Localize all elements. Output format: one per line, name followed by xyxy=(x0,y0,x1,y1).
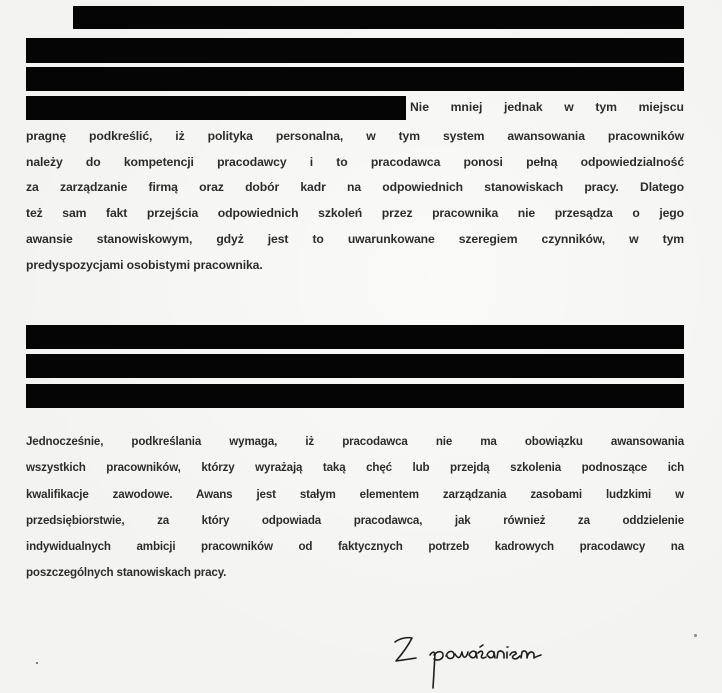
redaction-bar xyxy=(26,67,684,91)
redaction-bar xyxy=(26,325,684,349)
paragraph-1-first-line: Nie mniej jednak w tym miejscu xyxy=(410,100,684,114)
paragraph-1-line: pragnę podkreślić, iż polityka personalna, w tym system awansowania pracowników xyxy=(26,129,684,143)
paragraph-1-line: należy do kompetencji pracodawcy i to pracodawca ponosi pełną odpowiedzialność xyxy=(26,155,684,169)
redaction-bar xyxy=(26,38,684,63)
paragraph-1-line: predyspozycjami osobistymi pracownika. xyxy=(26,258,263,272)
paragraph-2-line: poszczególnych stanowiskach pracy. xyxy=(26,566,227,579)
redaction-bar xyxy=(26,384,684,408)
paragraph-2-line: kwalifikacje zawodowe. Awans jest stałym elementem zarządzania zasobami ludzkimi w xyxy=(26,488,684,501)
paragraph-2-line: indywidualnych ambicji pracowników od faktycznych potrzeb kadrowych pracodawcy na xyxy=(26,540,684,553)
paragraph-1-line: też sam fakt przejścia odpowiednich szkoleń przez pracownika nie przesądza o jego xyxy=(26,206,684,220)
paragraph-2-line: przedsiębiorstwie, za który odpowiada pracodawca, jak również za oddzielenie xyxy=(26,514,684,527)
scan-speck xyxy=(694,634,697,637)
paragraph-2-line: wszystkich pracowników, którzy wyrażają taką chęć lub przejdą szkolenia podnoszące ich xyxy=(26,461,684,474)
redaction-bar xyxy=(26,354,684,378)
handwritten-signature xyxy=(388,628,588,693)
scan-speck xyxy=(36,662,38,664)
paragraph-2-line: Jednocześnie, podkreślania wymaga, iż pracodawca nie ma obowiązku awansowania xyxy=(26,435,684,448)
paragraph-1-line: awansie stanowiskowym, gdyż jest to uwarunkowane szeregiem czynników, w tym xyxy=(26,232,684,246)
paragraph-1-line: za zarządzanie firmą oraz dobór kadr na odpowiednich stanowiskach pracy. Dlatego xyxy=(26,180,684,194)
redaction-bar xyxy=(73,6,684,29)
redaction-bar xyxy=(26,96,406,120)
